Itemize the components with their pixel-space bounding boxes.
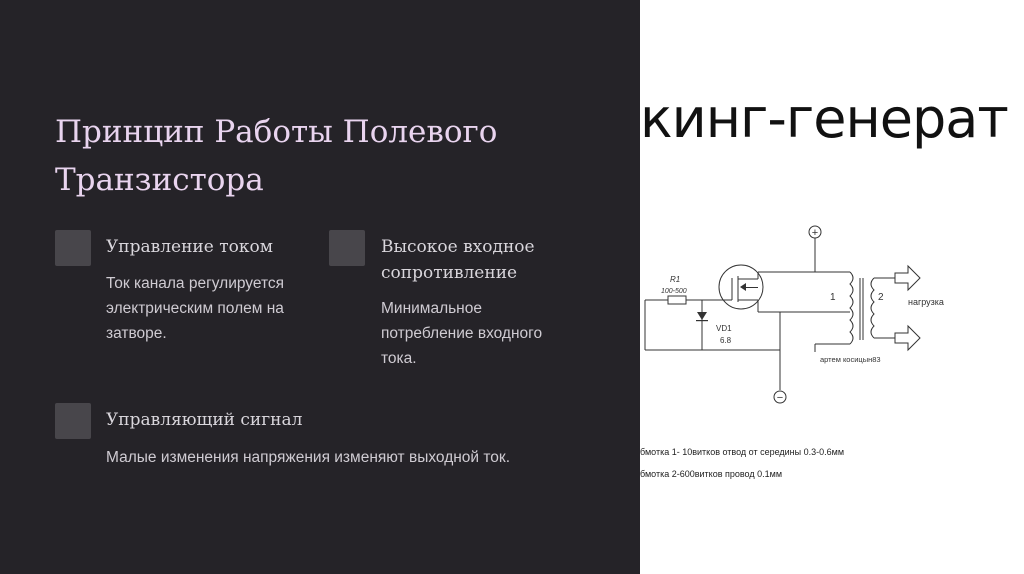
r1-label: R1 bbox=[670, 275, 681, 284]
r1-value: 100-500 bbox=[661, 288, 687, 295]
vd1-label: VD1 bbox=[716, 324, 732, 333]
output-arrow-icon bbox=[895, 326, 920, 350]
slide-title: Принцип Работы Полевого Транзистора bbox=[55, 114, 498, 198]
winding-notes bbox=[640, 441, 844, 485]
load-label: нагрузка bbox=[908, 297, 944, 307]
card-title-input-resistance: Высокое входное сопротивление bbox=[381, 237, 535, 283]
circuit-diagram bbox=[640, 0, 1024, 574]
winding1-label: 1 bbox=[830, 292, 836, 303]
vd1-value: 6.8 bbox=[720, 336, 732, 345]
card-title-current-control: Управление током bbox=[106, 237, 273, 257]
resistor-icon bbox=[668, 296, 686, 304]
primary-winding-icon bbox=[850, 272, 853, 344]
card-text-control-signal: Малые изменения напряжения изменяют выходной ток. bbox=[106, 449, 511, 466]
secondary-winding-icon bbox=[871, 278, 874, 338]
card-title-control-signal: Управляющий сигнал bbox=[106, 410, 303, 430]
card-icon bbox=[55, 403, 91, 439]
circuit-image bbox=[640, 0, 1024, 574]
zener-diode-icon bbox=[697, 312, 707, 320]
card-icon bbox=[55, 230, 91, 266]
author-label: артем косицын83 bbox=[820, 355, 881, 364]
plus-label: + bbox=[811, 227, 819, 239]
minus-label: − bbox=[776, 392, 784, 404]
image-heading: кинг-генерат bbox=[640, 87, 1008, 150]
winding-note: бмотка 1- 10витков отвод от середины 0.3-0.6мм bbox=[640, 447, 845, 457]
winding2-label: 2 bbox=[878, 292, 884, 303]
card-icon bbox=[329, 230, 365, 266]
card-text-input-resistance: Минимальное потребление входного тока. bbox=[381, 300, 543, 367]
output-arrow-icon bbox=[895, 266, 920, 290]
card-text-current-control: Ток канала регулируется электрическим полем на затворе. bbox=[106, 275, 285, 342]
winding-note: бмотка 2-600витков провод 0.1мм bbox=[640, 469, 783, 479]
